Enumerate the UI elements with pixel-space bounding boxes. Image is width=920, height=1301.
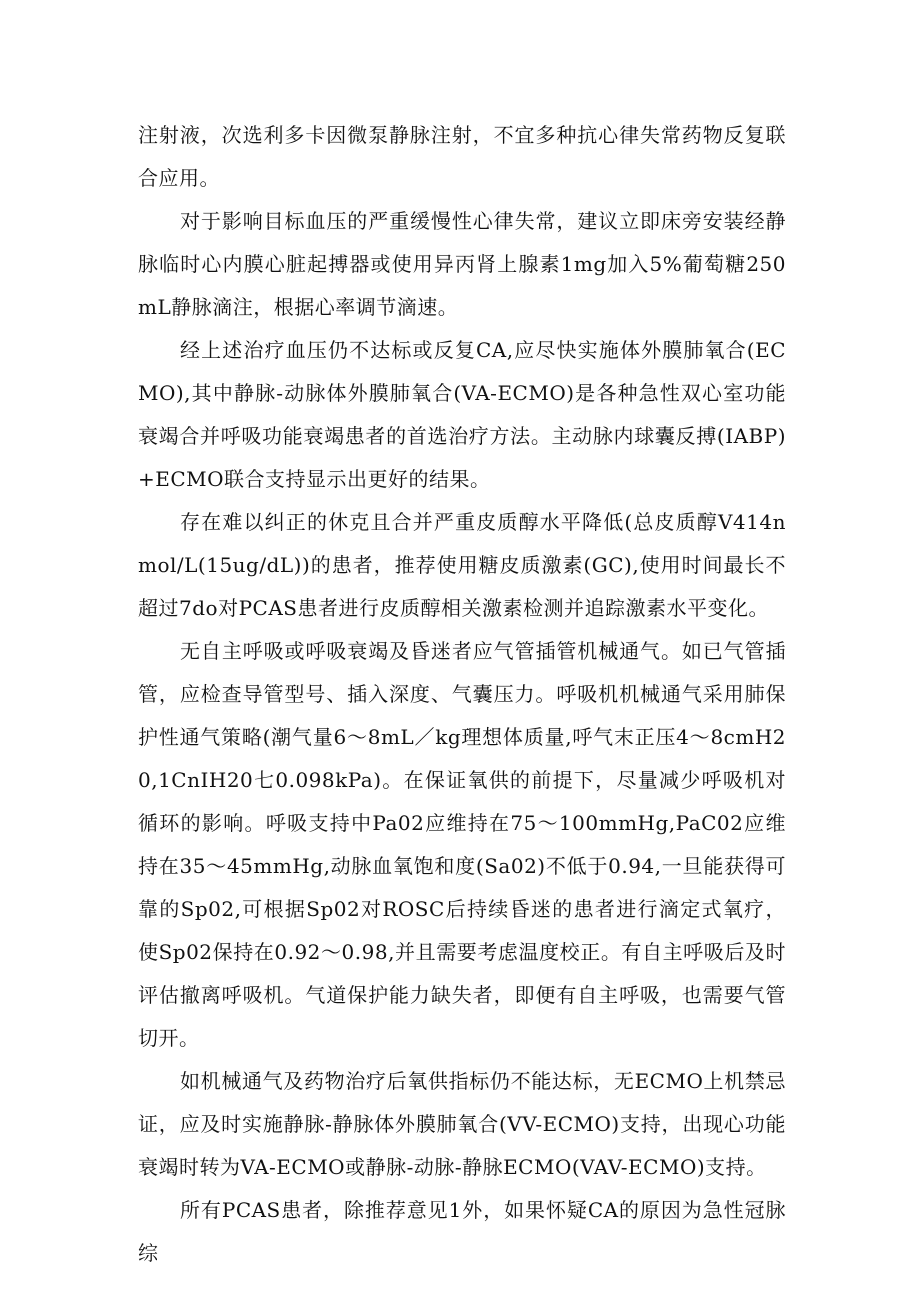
paragraph-bradyarrhythmia: 对于影响目标血压的严重缓慢性心律失常，建议立即床旁安装经静脉临时心内膜心脏起搏器或使用异丙肾上腺素1mg加入5%葡萄糖250mL静脉滴注，根据心率调节滴速。 — [138, 209, 786, 319]
paragraph-antiarrhythmic-continuation: 注射液，次选利多卡因微泵静脉注射，不宜多种抗心律失常药物反复联合应用。 — [138, 123, 786, 190]
paragraph-ecmo: 经上述治疗血压仍不达标或反复CA,应尽快实施体外膜肺氧合(ECMO),其中静脉-动脉体外膜肺氧合(VA-ECMO)是各种急性双心室功能衰竭合并呼吸功能衰竭患者的首选治疗方法。主动脉内球囊反搏(IABP)+ECMO联合支持显示出更好的结果。 — [138, 338, 786, 491]
paragraph-pcas-coronary: 所有PCAS患者，除推荐意见1外，如果怀疑CA的原因为急性冠脉综 — [138, 1198, 786, 1265]
paragraph-vv-ecmo: 如机械通气及药物治疗后氧供指标仍不能达标，无ECMO上机禁忌证，应及时实施静脉-静脉体外膜肺氧合(VV-ECMO)支持，出现心功能衰竭时转为VA-ECMO或静脉-动脉-静脉ECMO(VAV-ECMO)支持。 — [138, 1069, 786, 1179]
paragraph-glucocorticoid: 存在难以纠正的休克且合并严重皮质醇水平降低(总皮质醇V414nmol/L(15ug/dL))的患者，推荐使用糖皮质激素(GC),使用时间最长不超过7do对PCAS患者进行皮质醇相关激素检测并追踪激素水平变化。 — [138, 510, 786, 620]
document-body — [138, 114, 786, 1275]
paragraph-mechanical-ventilation: 无自主呼吸或呼吸衰竭及昏迷者应气管插管机械通气。如已气管插管，应检查导管型号、插入深度、气囊压力。呼吸机机械通气采用肺保护性通气策略(潮气量6～8mL／kg理想体质量,呼气末正压4～8cmH20,1CnIH20七0.098kPa)。在保证氧供的前提下，尽量减少呼吸机对循环的影响。呼吸支持中Pa02应维持在75～100mmHg,PaC02应维持在35～45mmHg,动脉血氧饱和度(Sa02)不低于0.94,一旦能获得可靠的Sp02,可根据Sp02对ROSC后持续昏迷的患者进行滴定式氧疗，使Sp02保持在0.92～0.98,并且需要考虑温度校正。有自主呼吸后及时评估撤离呼吸机。气道保护能力缺失者，即便有自主呼吸，也需要气管切开。 — [138, 639, 786, 1050]
